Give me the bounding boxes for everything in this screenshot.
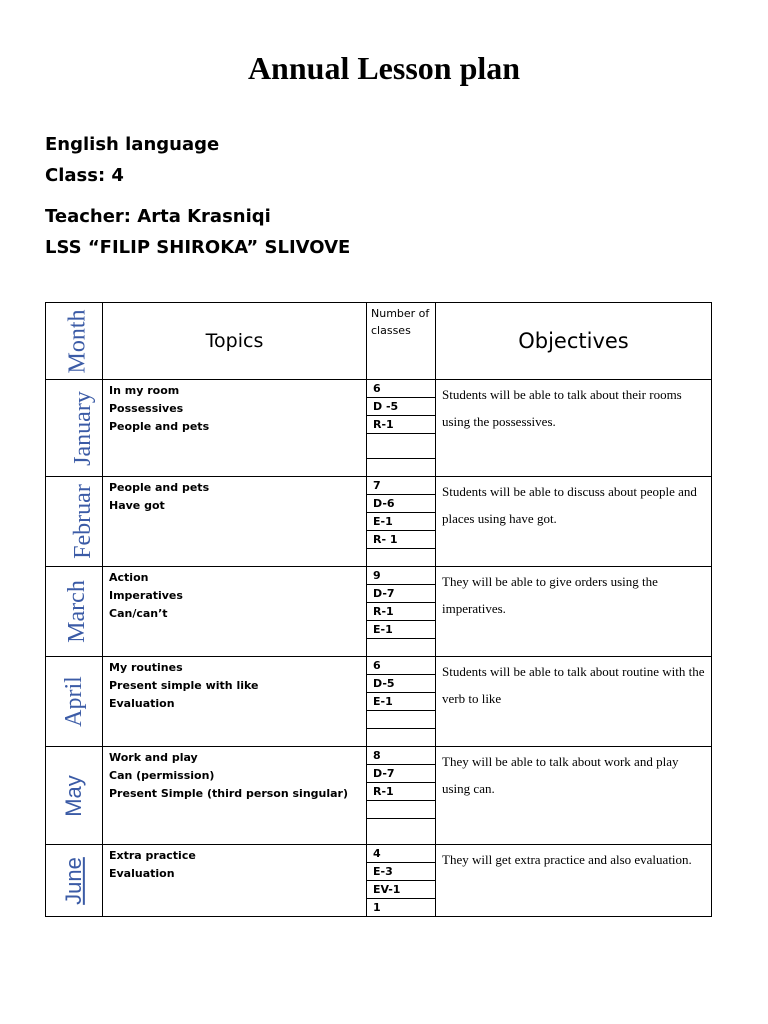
class-count: D-7: [367, 585, 435, 603]
topic-line: In my room: [109, 384, 180, 397]
number-cell: [367, 657, 436, 747]
number-cell: [367, 845, 436, 917]
topic-line: Work and play: [109, 751, 198, 764]
topic-line: Possessives: [109, 402, 184, 415]
topic-line: Have got: [109, 499, 165, 512]
number-cell: [367, 567, 436, 657]
class-count: D-6: [367, 495, 435, 513]
class-count: 9: [367, 567, 435, 585]
class-count: 4: [367, 845, 435, 863]
class-count: R-1: [367, 416, 435, 434]
teacher-info: [45, 201, 350, 263]
objective-cell: They will be able to talk about work and play using can.: [436, 747, 712, 845]
class-count: R-1: [367, 783, 435, 801]
class-count: D-7: [367, 765, 435, 783]
class-count: E-1: [367, 693, 435, 711]
month-label: April: [60, 676, 87, 727]
topic-line: People and pets: [109, 481, 210, 494]
table-row: [46, 477, 712, 567]
class-count: [367, 729, 435, 746]
header-month-cell: [46, 303, 103, 380]
class-count: [367, 801, 435, 819]
topic-line: Extra practice: [109, 849, 196, 862]
class-count: E-1: [367, 621, 435, 639]
topic-line: Present Simple (third person singular): [109, 787, 349, 800]
number-cell: [367, 747, 436, 845]
header-month: Month: [64, 308, 91, 374]
class-count: 8: [367, 747, 435, 765]
school-label: LSS “FILIP SHIROKA” SLIVOVE: [45, 237, 351, 258]
number-cell: [367, 380, 436, 477]
topics-cell: [103, 657, 367, 747]
class-count: [367, 711, 435, 729]
teacher-label: Teacher: Arta Krasniqi: [45, 206, 271, 227]
topic-line: Can (permission): [109, 769, 215, 782]
topic-line: Evaluation: [109, 867, 175, 880]
header-number-of-classes: Number of classes: [367, 303, 436, 380]
table-row: [46, 567, 712, 657]
topic-line: Can/can’t: [109, 607, 168, 620]
class-count: R-1: [367, 603, 435, 621]
objective-cell: Students will be able to discuss about people and places using have got.: [436, 477, 712, 567]
course-info: [45, 129, 219, 191]
page-title: Annual Lesson plan: [247, 50, 521, 86]
lesson-plan-table: [45, 302, 712, 917]
class-count: D-5: [367, 675, 435, 693]
class-label: Class: 4: [45, 165, 124, 186]
class-count: E-3: [367, 863, 435, 881]
class-count: EV-1: [367, 881, 435, 899]
table-row: [46, 845, 712, 917]
class-count: [367, 434, 435, 459]
topics-cell: [103, 845, 367, 917]
table-header-row: [46, 303, 712, 380]
table-row: [46, 380, 712, 477]
class-count: D -5: [367, 398, 435, 416]
class-count: 6: [367, 380, 435, 398]
topics-cell: [103, 567, 367, 657]
class-count: [367, 549, 435, 566]
class-count: 7: [367, 477, 435, 495]
objective-cell: Students will be able to talk about routine with the verb to like: [436, 657, 712, 747]
table-row: [46, 657, 712, 747]
class-count: R- 1: [367, 531, 435, 549]
class-count: 6: [367, 657, 435, 675]
month-label: January: [69, 390, 96, 466]
class-count: [367, 639, 435, 656]
topic-line: People and pets: [109, 420, 210, 433]
header-topics: Topics: [103, 303, 367, 380]
topics-cell: [103, 477, 367, 567]
objective-cell: Students will be able to talk about their rooms using the possessives.: [436, 380, 712, 477]
month-label: May: [61, 774, 86, 817]
class-count: E-1: [367, 513, 435, 531]
objective-cell: They will get extra practice and also evaluation.: [436, 845, 712, 917]
class-count: [367, 459, 435, 476]
topics-cell: [103, 747, 367, 845]
class-count: [367, 819, 435, 836]
month-label: March: [63, 580, 90, 643]
class-count: 1: [373, 901, 381, 914]
subject-label: English language: [45, 134, 220, 155]
topic-line: Imperatives: [109, 589, 183, 602]
number-cell: [367, 477, 436, 567]
topic-line: Action: [109, 571, 149, 584]
topic-line: Evaluation: [109, 697, 175, 710]
topic-line: Present simple with like: [109, 679, 259, 692]
header-objectives: Objectives: [436, 303, 712, 380]
topics-cell: [103, 380, 367, 477]
month-label: Februar: [69, 484, 96, 559]
table-row: [46, 747, 712, 845]
objective-cell: They will be able to give orders using the imperatives.: [436, 567, 712, 657]
topic-line: My routines: [109, 661, 183, 674]
month-label: June: [61, 856, 86, 905]
